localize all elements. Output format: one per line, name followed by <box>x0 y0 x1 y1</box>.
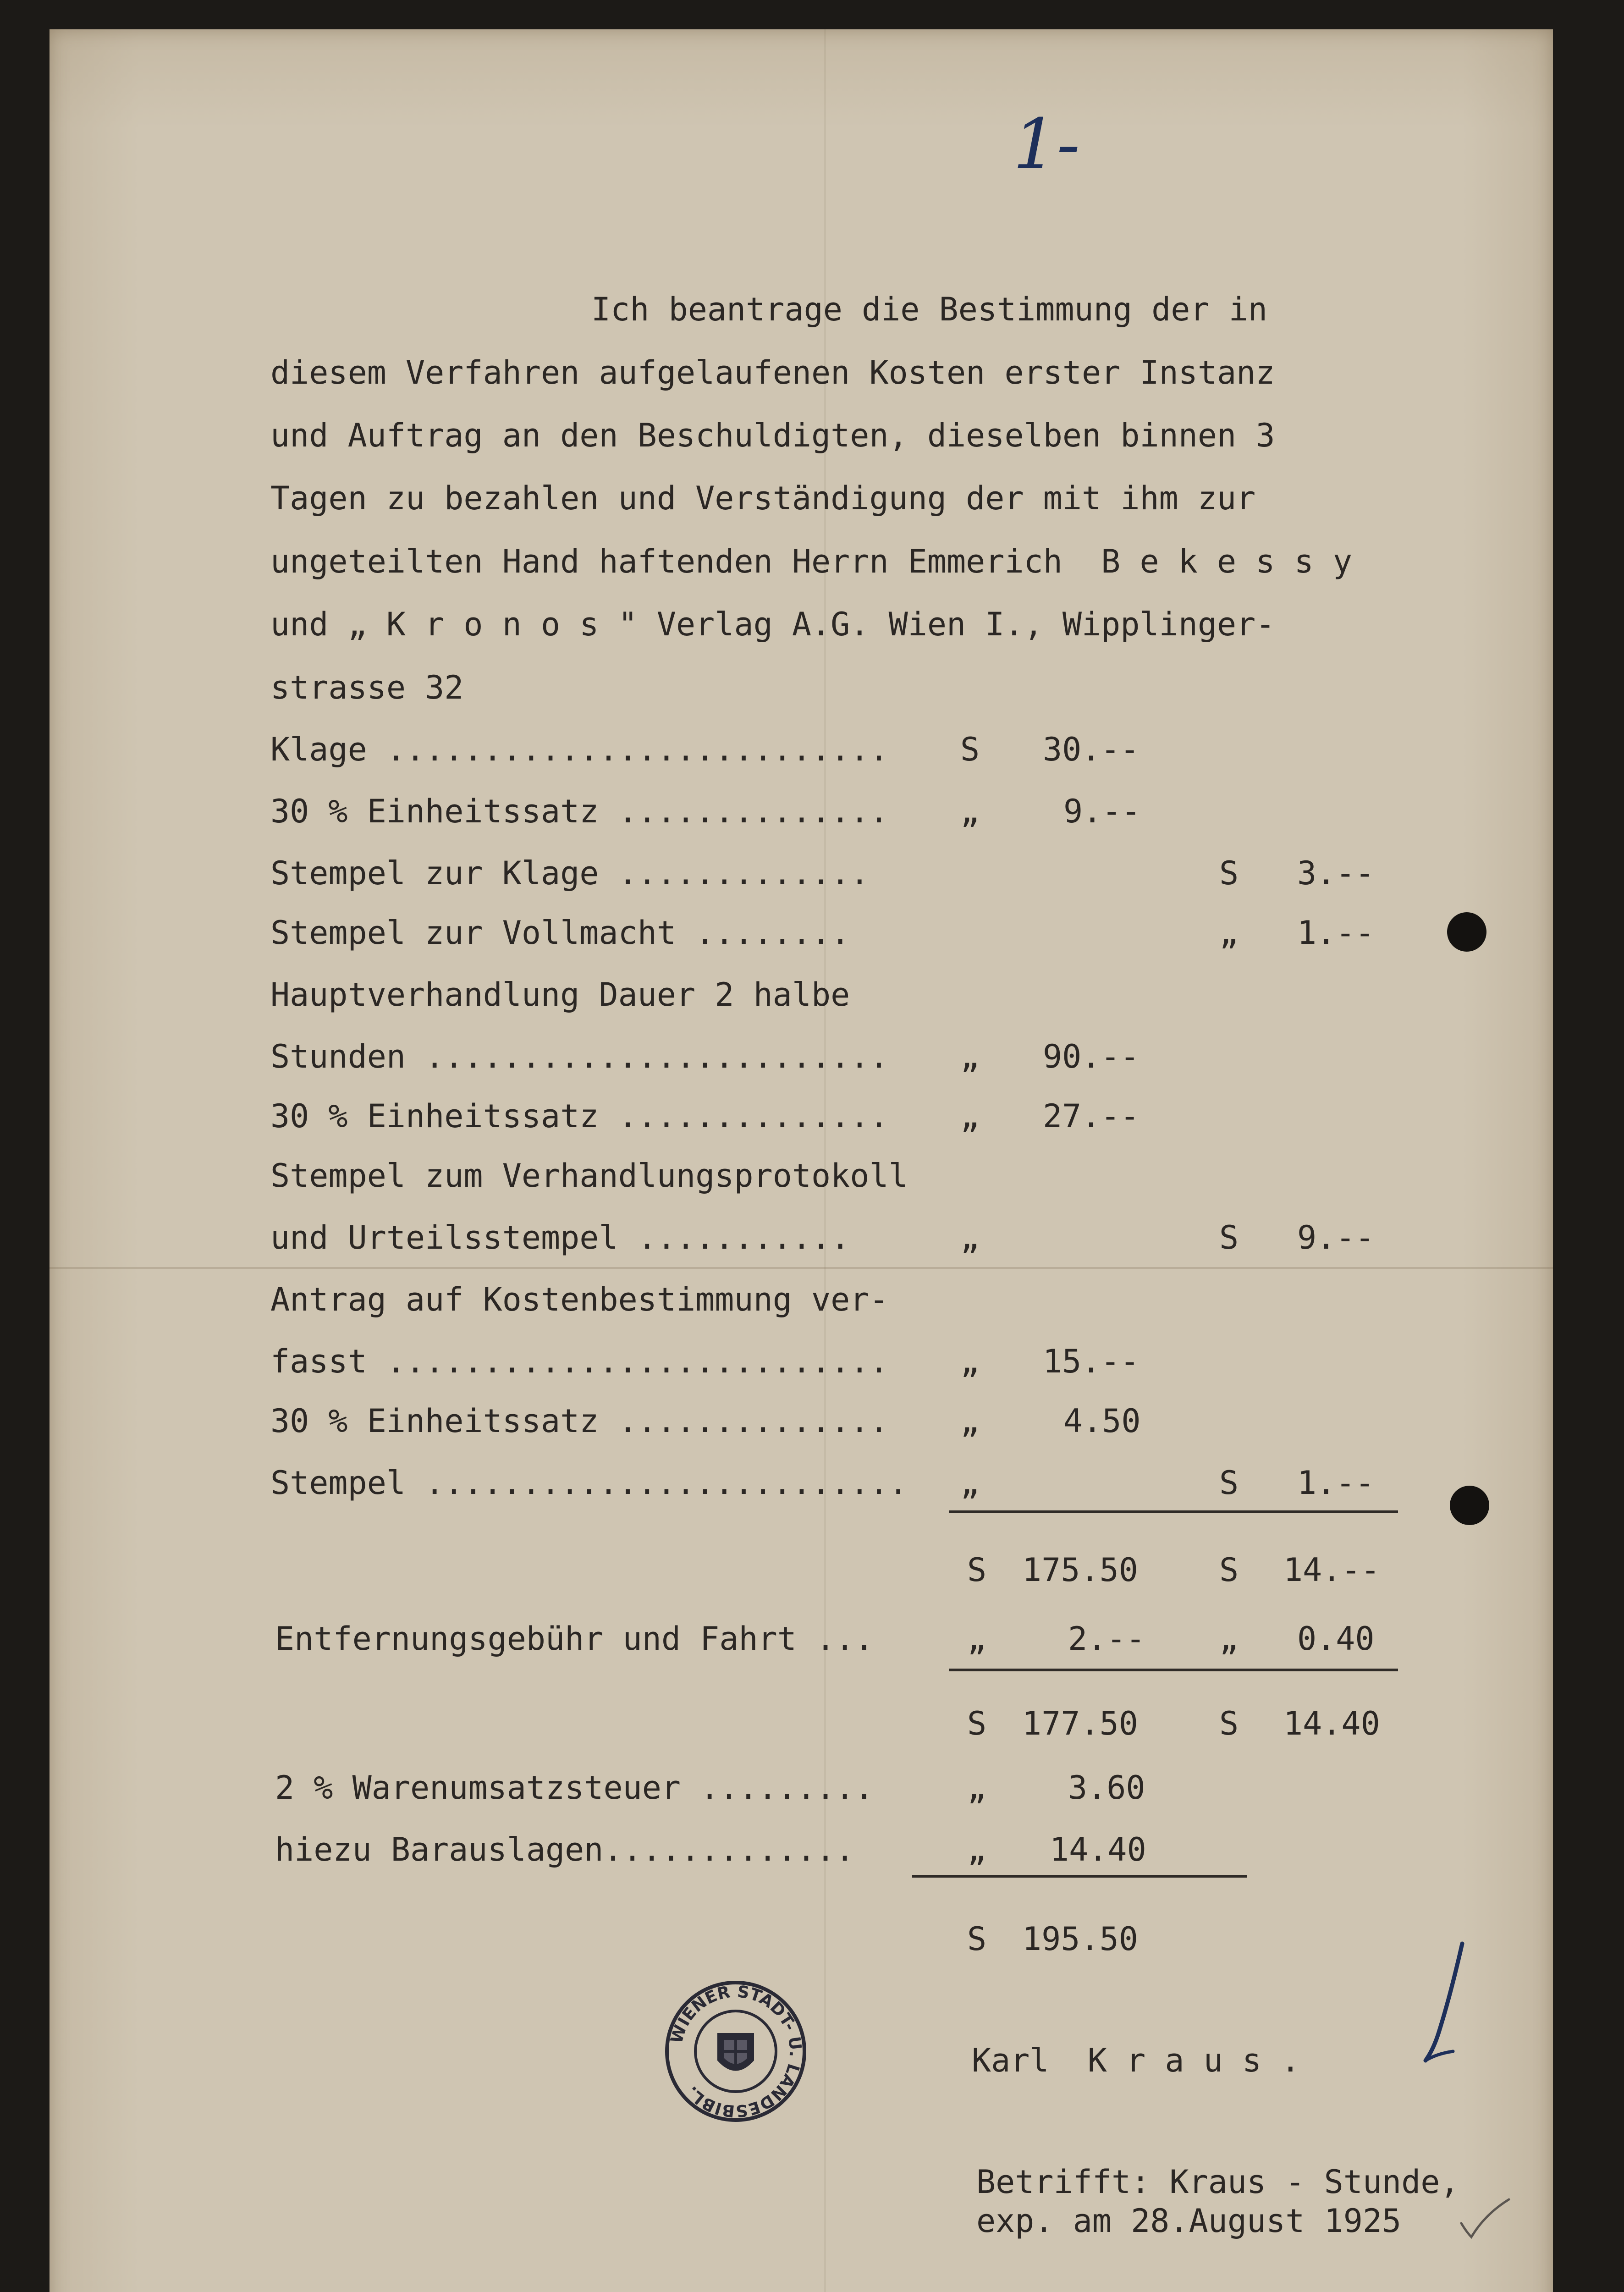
fold-crease <box>50 1267 1553 1269</box>
distance-mark1: „ <box>967 1620 987 1658</box>
item-label: Stempel zur Klage ............. <box>270 854 870 892</box>
subtotal2-mark2: S <box>1219 1705 1239 1742</box>
sum-rule-2 <box>949 1669 1398 1671</box>
item-label: Hauptverhandlung Dauer 2 halbe <box>270 976 850 1014</box>
item-amount1: 9.-- <box>1063 793 1141 830</box>
item-amount1: 27.-- <box>1043 1097 1140 1135</box>
signature: Karl K r a u s . <box>972 2042 1300 2079</box>
cash-mark1: „ <box>967 1831 987 1868</box>
punch-hole <box>1447 912 1486 952</box>
subtotal1-amount1: 175.50 <box>1022 1551 1138 1589</box>
pencil-tick-icon <box>1458 2196 1513 2242</box>
item-amount1: 15.-- <box>1043 1343 1140 1380</box>
item-mark2: S <box>1219 1219 1239 1256</box>
item-mark1: „ <box>960 1402 980 1440</box>
item-label: 30 % Einheitssatz .............. <box>270 1097 889 1135</box>
item-mark1: „ <box>960 1219 980 1256</box>
item-amount1: 90.-- <box>1043 1038 1140 1075</box>
item-amount2: 3.-- <box>1297 854 1375 892</box>
item-mark1: S <box>960 731 980 768</box>
item-amount2: 1.-- <box>1297 1464 1375 1502</box>
tax-amount1: 3.60 <box>1068 1769 1145 1807</box>
item-label: Stunden ........................ <box>270 1038 889 1075</box>
total-mark1: S <box>967 1920 987 1958</box>
item-mark1: „ <box>960 793 980 830</box>
distance-mark2: „ <box>1219 1620 1239 1658</box>
item-mark1: „ <box>960 1097 980 1135</box>
item-mark1: „ <box>960 1464 980 1502</box>
distance-label: Entfernungsgebühr und Fahrt ... <box>275 1620 874 1658</box>
item-mark2: „ <box>1219 914 1239 952</box>
item-mark2: S <box>1219 1464 1239 1502</box>
punch-hole <box>1450 1486 1489 1525</box>
item-amount1: 4.50 <box>1063 1402 1141 1440</box>
item-label: Klage .......................... <box>270 731 889 768</box>
subtotal2-mark1: S <box>967 1705 987 1742</box>
subject-line-1: Betrifft: Kraus - Stunde, <box>976 2163 1459 2201</box>
subtotal1-mark2: S <box>1219 1551 1239 1589</box>
item-amount2: 9.-- <box>1297 1219 1375 1256</box>
item-amount1: 30.-- <box>1043 731 1140 768</box>
distance-amount2: 0.40 <box>1297 1620 1375 1658</box>
paragraph-line-2: diesem Verfahren aufgelaufenen Kosten erster Instanz <box>270 354 1275 391</box>
item-mark1: „ <box>960 1038 980 1075</box>
item-amount2: 1.-- <box>1297 914 1375 952</box>
coat-of-arms-icon <box>717 2033 754 2071</box>
subtotal2-amount2: 14.40 <box>1283 1705 1380 1742</box>
paragraph-line-4: Tagen zu bezahlen und Verständigung der mit ihm zur <box>270 479 1256 517</box>
cash-label: hiezu Barauslagen............. <box>275 1831 855 1868</box>
handwritten-stroke-icon <box>1407 1939 1471 2067</box>
item-label: 30 % Einheitssatz .............. <box>270 1402 889 1440</box>
paragraph-line-6: und „ K r o n o s " Verlag A.G. Wien I., Wipplinger- <box>270 606 1275 643</box>
item-label: Stempel ......................... <box>270 1464 908 1502</box>
tax-label: 2 % Warenumsatzsteuer ......... <box>275 1769 874 1807</box>
paragraph-line-7: strasse 32 <box>270 669 464 706</box>
item-mark2: S <box>1219 854 1239 892</box>
item-label: und Urteilsstempel ........... <box>270 1219 850 1256</box>
item-label: 30 % Einheitssatz .............. <box>270 793 889 830</box>
sum-rule-3 <box>912 1875 1247 1878</box>
subject-line-2: exp. am 28.August 1925 <box>976 2202 1402 2240</box>
item-label: fasst .......................... <box>270 1343 889 1380</box>
item-label: Stempel zur Vollmacht ........ <box>270 914 850 952</box>
paragraph-line-3: und Auftrag an den Beschuldigten, dieselben binnen 3 <box>270 417 1275 454</box>
distance-amount1: 2.-- <box>1068 1620 1145 1658</box>
sum-rule-1 <box>949 1510 1398 1513</box>
subtotal1-amount2: 14.-- <box>1283 1551 1380 1589</box>
page-number: 1- <box>1013 105 1080 184</box>
cash-amount1: 14.40 <box>1050 1831 1146 1868</box>
paragraph-line-1: Ich beantrage die Bestimmung der in <box>591 291 1268 328</box>
subtotal2-amount1: 177.50 <box>1022 1705 1138 1742</box>
item-label: Antrag auf Kostenbestimmung ver- <box>270 1281 889 1318</box>
paragraph-line-5: ungeteilten Hand haftenden Herrn Emmerich B e k e s s y <box>270 543 1353 580</box>
item-label: Stempel zum Verhandlungsprotokoll <box>270 1157 908 1195</box>
stamp-text: WIENER STADT- U. LANDESBIBL. <box>667 1982 805 2121</box>
tax-mark1: „ <box>967 1769 987 1807</box>
library-stamp <box>660 1976 811 2127</box>
item-mark1: „ <box>960 1343 980 1380</box>
subtotal1-mark1: S <box>967 1551 987 1589</box>
total-amount1: 195.50 <box>1022 1920 1138 1958</box>
